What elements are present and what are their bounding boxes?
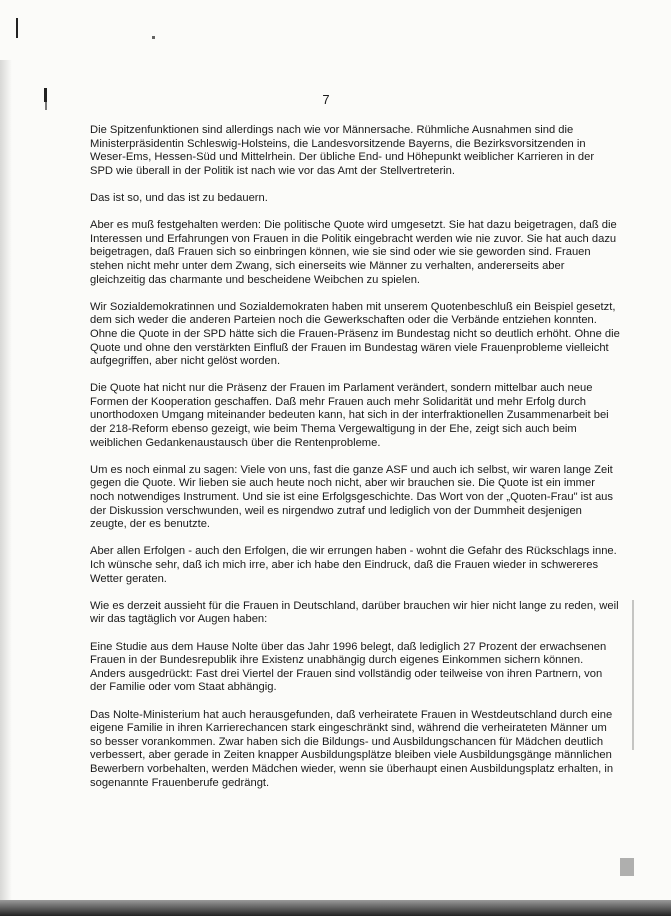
paragraph: Eine Studie aus dem Hause Nolte über das Jahr 1996 belegt, daß lediglich 27 Prozent der erwachsenen Frauen in der Bundesrepublik ihre Existenz unabhängig durch eigenes Einkommen sichern können. Anders ausgedrückt: Fast drei Viertel der Frauen sind vollständig oder teilweise von ihren Partnern, von der Familie oder vom Staat abhängig. <box>90 640 607 694</box>
scan-shadow-bottom <box>0 900 671 916</box>
scan-speck <box>632 600 634 750</box>
paragraph: Das Nolte-Ministerium hat auch herausgefunden, daß verheiratete Frauen in Westdeutschland durch eine eigene Familie in ihren Karrierechancen stark eingeschränkt sind, während die verheirateten Männer um so besser vorankommen. Zwar haben sich die Bildungs- und Ausbildungschancen für Mädchen deutlich verbessert, aber gerade in Zeiten knapper Ausbildungsplätze bleiben viele Ausbildungsgänge männlichen Bewerbern vorbehalten, werden Mädchen wieder, wenn sie überhaupt einen Ausbildungsplatz erhalten, in sogenannte Frauenberufe gedrängt. <box>90 708 614 789</box>
scan-speck <box>45 100 47 110</box>
scan-speck <box>620 858 634 876</box>
scan-speck <box>152 36 155 39</box>
paragraph: Aber allen Erfolgen - auch den Erfolgen, die wir errungen haben - wohnt die Gefahr des Rückschlags inne. Ich wünsche sehr, daß ich mich irre, aber ich habe den Eindruck, daß die Frauen wieder in schwereres Wetter geraten. <box>90 545 617 585</box>
page-number: 7 <box>322 92 330 107</box>
paragraph: Die Spitzenfunktionen sind allerdings nach wie vor Männersache. Rühmliche Ausnahmen sind die Ministerpräsidentin Schleswig-Holsteins, die Landesvorsitzende Bayerns, die Bezirksvorsitzenden in Weser-Ems, Hessen-Süd und Mittelrhein. Der übliche End- und Höhepunkt weiblicher Karrieren in der SPD wie überall in der Politik ist nach wie vor das Amt der Stellvertreterin. <box>90 124 595 177</box>
body-text <box>90 124 620 804</box>
paragraph: Wir Sozialdemokratinnen und Sozialdemokraten haben mit unserem Quotenbeschluß ein Beispiel gesetzt, dem sich weder die anderen Parteien noch die Gewerkschaften oder die Verbände entziehen konnten. Ohne die Quote in der SPD hätte sich die Frauen-Präsenz im Bundestag nicht so deutlich erhöht. Ohne die Quote und ohne den verstärkten Einfluß der Frauen im Bundestag wären viele Frauenprobleme vielleicht aufgegriffen, aber nicht gelöst worden. <box>90 300 620 368</box>
paragraph: Wie es derzeit aussieht für die Frauen in Deutschland, darüber brauchen wir hier nicht lange zu reden, weil wir das tagtäglich vor Augen haben: <box>90 599 619 626</box>
paragraph: Die Quote hat nicht nur die Präsenz der Frauen im Parlament verändert, sondern mittelbar auch neue Formen der Kooperation geschaffen. Daß mehr Frauen auch mehr Solidarität und mehr Erfolg durch unorthodoxen Umgang miteinander bedeuten kann, hat sich in der interfraktionellen Zusammenarbeit bei der 218-Reform ebenso gezeigt, wie beim Thema Vergewaltigung in der Ehe, zeigt sich auch beim weiblichen Gedankenaustausch über die Rentenprobleme. <box>90 382 609 449</box>
paragraph: Um es noch einmal zu sagen: Viele von uns, fast die ganze ASF und auch ich selbst, wir waren lange Zeit gegen die Quote. Wir lieben sie auch heute noch nicht, aber wir brauchen sie. Die Quote ist ein immer noch notwendiges Instrument. Und sie ist eine Erfolgsgeschichte. Das Wort von der „Quoten-Frau" ist aus der Diskussion verschwunden, weil es nirgendwo zutraf und lediglich von der Dummheit desjenigen zeugte, der es benutzte. <box>90 463 613 531</box>
paragraph: Das ist so, und das ist zu bedauern. <box>90 191 268 204</box>
paragraph: Aber es muß festgehalten werden: Die politische Quote wird umgesetzt. Sie hat dazu beigetragen, daß die Interessen und Erfahrungen von Frauen in die Politik eingebracht werden wie nie zuvor. Sie hat auch dazu beigetragen, daß Frauen sich so einbringen können, wie sie sind oder wie sie geworden sind. Frauen stehen nicht mehr unter dem Zwang, sich einerseits wie Männer zu verhalten, andererseits aber gleichzeitig das charmante und bescheidene Weibchen zu spielen. <box>90 219 617 286</box>
scan-shadow-left <box>0 60 12 900</box>
scan-speck <box>16 18 18 38</box>
